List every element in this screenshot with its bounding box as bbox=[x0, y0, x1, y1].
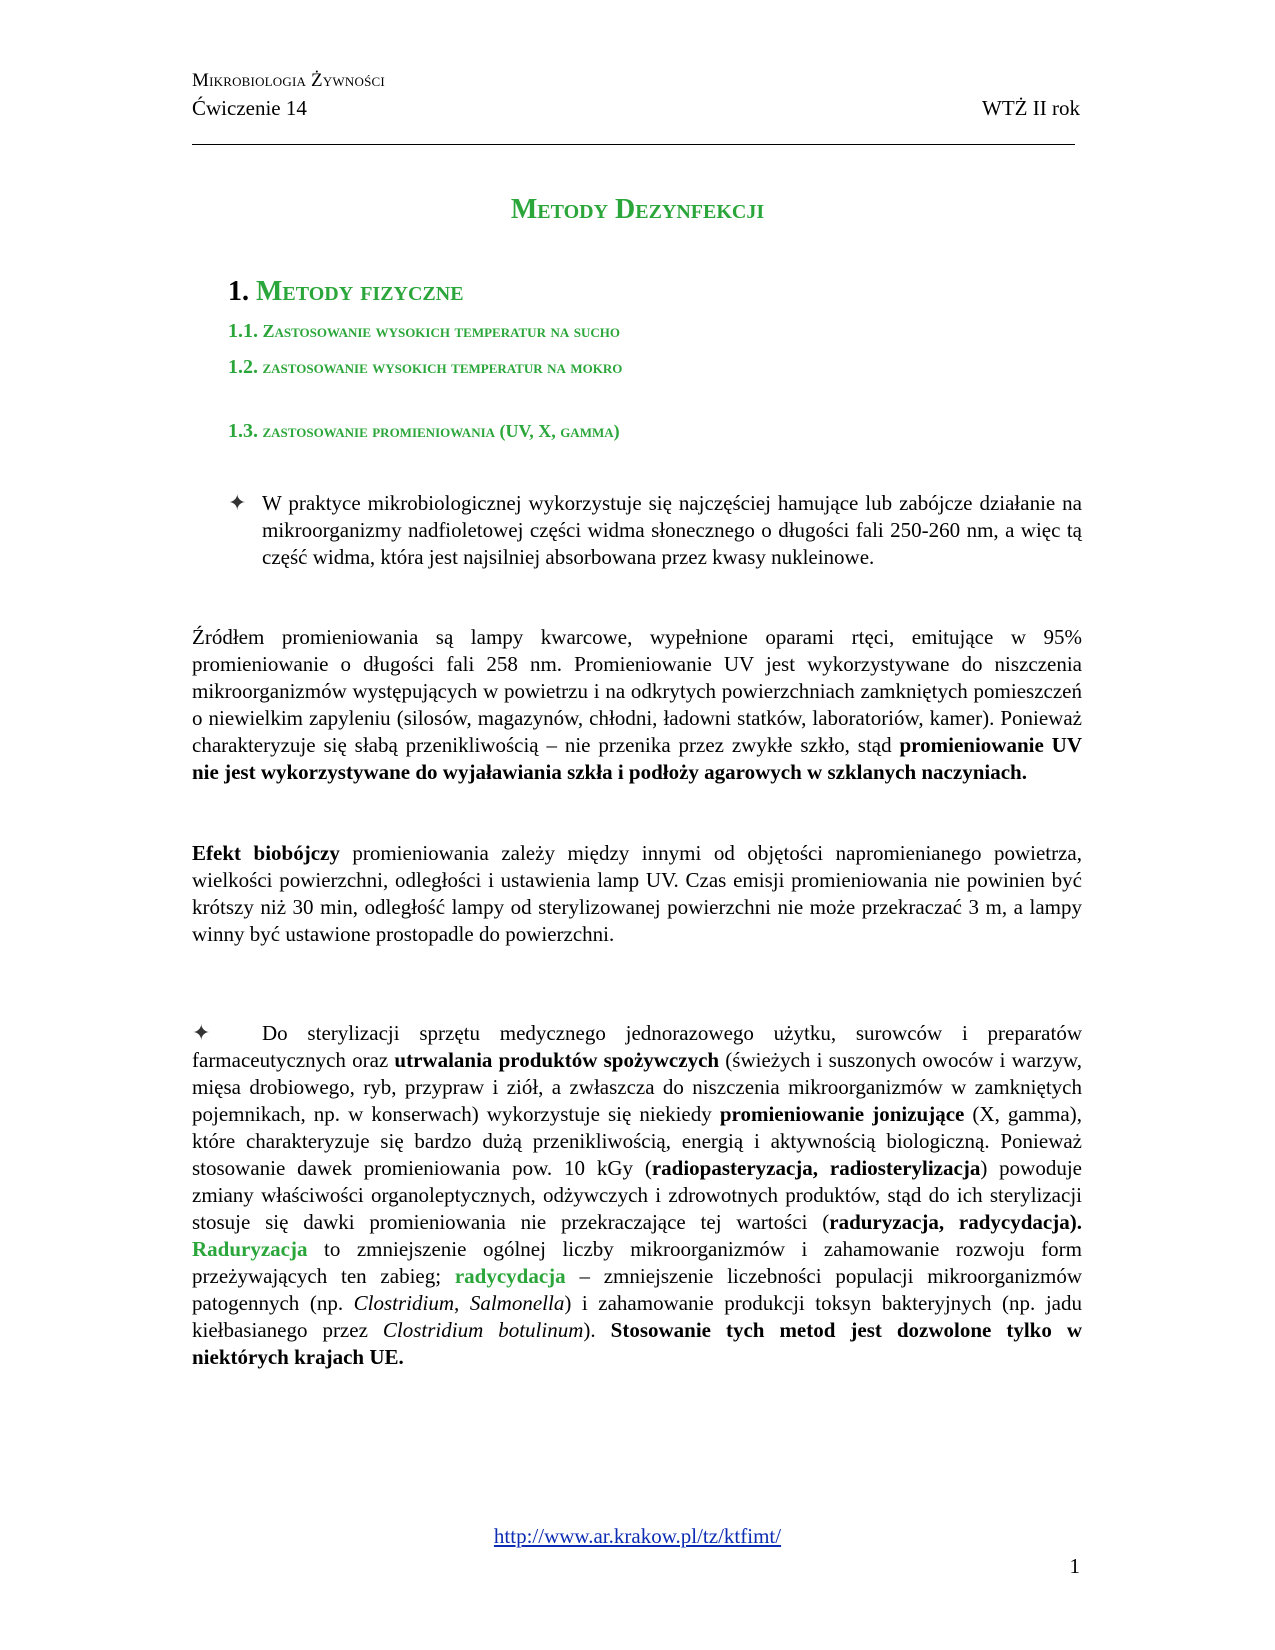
highlight-term: radycydacja bbox=[454, 1264, 566, 1288]
paragraph-uv-intro: W praktyce mikrobiologicznej wykorzystuje się najczęściej hamujące lub zabójcze działanie na mikroorganizmy nadfioletowej części widma słonecznego o długości fali 250-260 nm, a więc tą część widma, która jest najsilniej absorbowana przez kwasy nukleinowe. bbox=[262, 491, 1082, 569]
paragraph-biocidal-effect bbox=[192, 840, 1082, 948]
bold-text: ). bbox=[1069, 1210, 1082, 1234]
header-divider bbox=[192, 144, 1075, 145]
bullet-star-icon: ✦ bbox=[228, 490, 247, 515]
italic-text: Clostridium bbox=[353, 1291, 455, 1315]
paragraph-text: Źródłem promieniowania są lampy kwarcowe, wypełnione oparami rtęci, emitujące w 95% promieniowanie o długości fali 258 nm. Promieniowanie UV jest wykorzystywane do niszczenia mikroorganizmów występujących w powietrzu i na odkrytych powierzchniach zamkniętych pomieszczeń o niewielkim zapyleniu (silosów, magazynów, chłodni, ładowni statków, laboratoriów, kamer). Ponieważ charakteryzuje się słabą przenikliwością – nie przenika przez zwykłe szkło, stąd bbox=[192, 625, 1082, 757]
bold-text: Stosowanie tych metod jest dozwolone tylko w niektórych krajach UE. bbox=[192, 1318, 1083, 1369]
paragraph-text: , bbox=[454, 1291, 470, 1315]
header-exercise: Ćwiczenie 14 bbox=[192, 96, 307, 120]
subsection-label: zastosowanie promieniowania (UV, X, gamma) bbox=[262, 421, 620, 441]
subsection-number: 1.1. bbox=[228, 320, 258, 342]
bold-text: promieniowanie jonizujące bbox=[719, 1102, 965, 1126]
footer-link[interactable]: http://www.ar.krakow.pl/tz/ktfimt/ bbox=[493, 1524, 782, 1548]
subsection-number: 1.2. bbox=[228, 356, 258, 378]
paragraph-text: ). bbox=[583, 1318, 611, 1342]
bullet-star-icon: ✦ bbox=[192, 1020, 211, 1045]
subsection-heading-1-2 bbox=[228, 356, 622, 379]
highlight-term: Raduryzacja bbox=[192, 1237, 308, 1261]
paragraph-text: (świeżych i suszonych owoców i warzyw, mięsa drobiowego, ryb, przypraw i ziół, a zwłaszcza do niszczenia mikroorganizmów w zamkniętych pojemnikach, np. w konserwach) wykorzystuje się niekiedy bbox=[192, 1048, 1082, 1126]
paragraph-uv-sources bbox=[192, 624, 1082, 786]
subsection-label: Zastosowanie wysokich temperatur na sucho bbox=[262, 321, 620, 341]
page-number: 1 bbox=[1069, 1554, 1080, 1578]
bold-text: Efekt biobójczy bbox=[192, 841, 340, 865]
bold-text: utrwalania produktów spożywczych bbox=[394, 1048, 720, 1072]
subsection-heading-1-1 bbox=[228, 320, 620, 343]
header-year: WTŻ II rok bbox=[982, 96, 1080, 120]
subsection-heading-1-3 bbox=[228, 420, 620, 443]
paragraph-text: ) i zahamowanie produkcji toksyn bakteryjnych (np. jadu kiełbasianego przez bbox=[192, 1291, 1083, 1342]
bold-text: promieniowanie UV nie jest wykorzystywane do wyjaławiania szkła i podłoży agarowych w szklanych naczyniach. bbox=[192, 733, 1082, 784]
subsection-label: zastosowanie wysokich temperatur na mokro bbox=[262, 357, 623, 377]
italic-text: Clostridium botulinum bbox=[382, 1318, 584, 1342]
paragraph-text: (X, gamma), które charakteryzuje się bardzo dużą przenikliwością, energią i aktywnością biologiczną. Ponieważ stosowanie dawek promieniowania pow. 10 kGy ( bbox=[192, 1102, 1082, 1180]
paragraph-text: promieniowania zależy między innymi od objętości napromienianego powietrza, wielkości powierzchni, odległości i ustawienia lamp UV. Czas emisji promieniowania nie powinien być krótszy niż 30 min, odległość lampy od sterylizowanej powierzchni nie może przekraczać 3 m, a lampy winny być ustawione prostopadle do powierzchni. bbox=[192, 841, 1082, 946]
paragraph-text: Do sterylizacji sprzętu medycznego jednorazowego użytku, surowców i preparatów farmaceutycznych oraz bbox=[192, 1021, 1082, 1072]
section-label: Metody fizyczne bbox=[256, 276, 464, 307]
paragraph-ionizing-radiation bbox=[192, 1020, 1082, 1371]
italic-text: Salmonella bbox=[469, 1291, 565, 1315]
bold-text: raduryzacja, radycydacja bbox=[829, 1210, 1070, 1234]
page-title: Metody Dezynfekcji bbox=[510, 194, 765, 225]
paragraph-text: – zmniejszenie liczebności populacji mikroorganizmów patogennych (np. bbox=[192, 1264, 1082, 1315]
bold-text: radiopasteryzacja, radiosterylizacja bbox=[651, 1156, 981, 1180]
paragraph-text: to zmniejszenie ogólnej liczby mikroorganizmów i zahamowanie rozwoju form przeżywających ten zabieg; bbox=[192, 1237, 1082, 1288]
paragraph-text: ) powoduje zmiany właściwości organoleptycznych, odżywczych i zdrowotnych produktów, stąd do ich sterylizacji stosuje się dawki promieniowania nie przekraczające tej wartości ( bbox=[192, 1156, 1082, 1234]
section-heading-1 bbox=[228, 276, 464, 308]
section-number: 1. bbox=[228, 276, 249, 307]
header-subject: Mikrobiologia Żywności bbox=[192, 70, 385, 91]
subsection-number: 1.3. bbox=[228, 420, 258, 442]
